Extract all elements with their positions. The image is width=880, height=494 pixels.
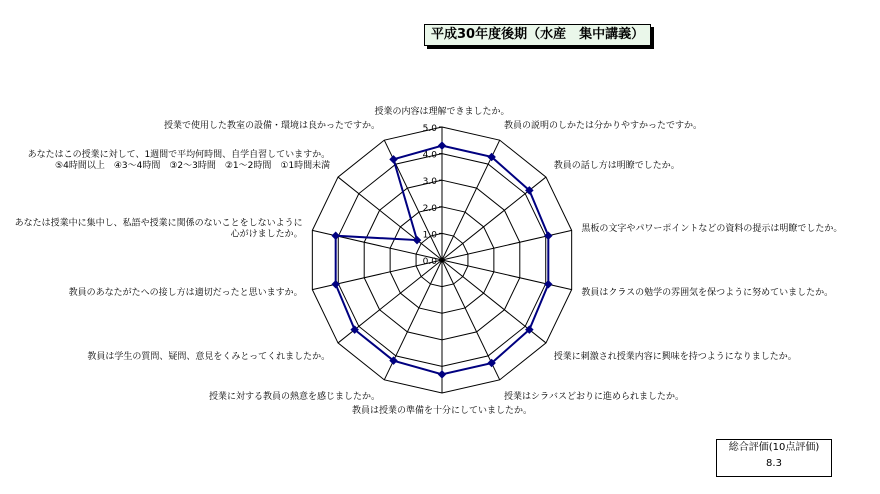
category-label: 黒板の文字やパワーポイントなどの資料の提示は明瞭でしたか。	[581, 224, 843, 235]
category-label: 授業はシラバスどおりに進められましたか。	[504, 391, 685, 402]
tick-label: 2.0	[422, 203, 437, 214]
overall-score-value: 8.3	[766, 458, 782, 469]
data-point	[438, 370, 446, 378]
tick-label: 5.0	[422, 124, 437, 134]
overall-score-box	[716, 439, 832, 477]
category-label: あなたは授業中に集中し、私語や授業に関係のないことをしないように心がけましたか。	[14, 218, 303, 240]
tick-label: 0.0	[422, 257, 437, 267]
overall-score-label: 総合評価(10点評価)	[728, 442, 820, 453]
category-label: 授業の内容は理解できましたか。	[374, 107, 510, 117]
data-point	[438, 141, 446, 149]
category-label: 教員の話し方は明瞭でしたか。	[553, 160, 680, 171]
category-label: 授業に刺激され授業内容に興味を持つようになりましたか。	[553, 352, 797, 363]
category-label: 教員は授業の準備を十分にしていましたか。	[351, 406, 533, 416]
category-label: 教員のあなたがたへの接し方は適切だったと思いますか。	[68, 287, 303, 298]
axis-spoke	[442, 230, 572, 260]
tick-label: 4.0	[422, 150, 437, 161]
tick-label: 1.0	[422, 230, 437, 241]
tick-label: 3.0	[422, 177, 437, 188]
category-label: 教員はクラスの勉学の雰囲気を保つように努めていましたか。	[581, 287, 834, 298]
category-label: 授業で使用した教室の設備・環境は良かったですか。	[163, 121, 380, 132]
category-label: 授業に対する教員の熱意を感じましたか。	[208, 391, 380, 402]
category-label: あなたはこの授業に対して、1週間で平均何時間、自学自習していますか。 ⑤4時間以上 ④3～4時間 ③2～3時間 ②1～2時間 ①1時間未満	[27, 149, 331, 171]
data-point	[389, 155, 397, 163]
category-label: 教員の説明のしかたは分かりやすかったですか。	[504, 121, 703, 132]
category-label: 教員は学生の質問、疑問、意見をくみとってくれましたか。	[87, 352, 331, 363]
axis-spoke	[442, 260, 572, 290]
chart-title: 平成30年度後期（水産 集中講義）	[424, 24, 651, 46]
